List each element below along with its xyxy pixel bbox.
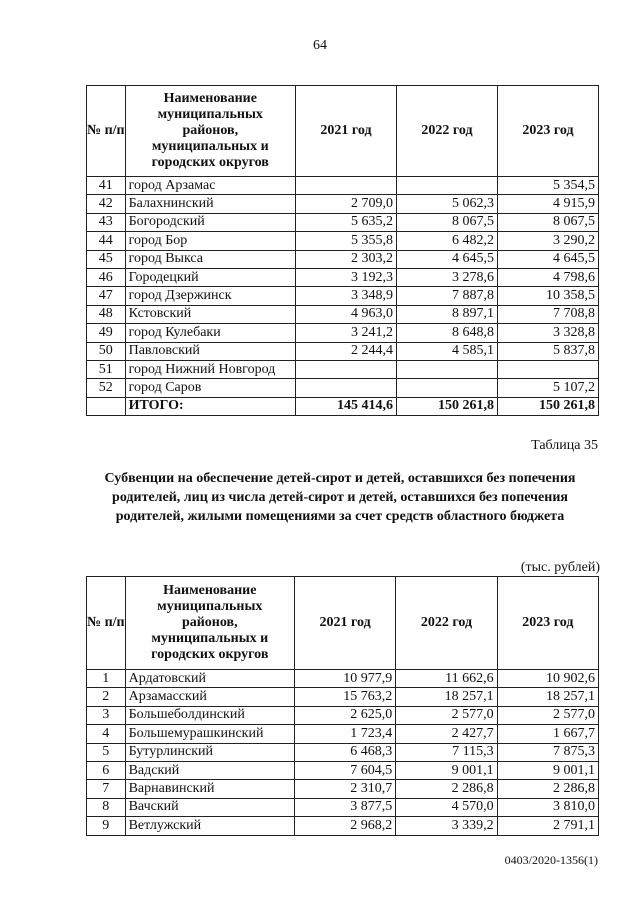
row-number: 4	[87, 725, 126, 743]
value-2022: 8 648,8	[396, 324, 497, 342]
header-2022: 2022 год	[396, 86, 497, 177]
value-2022: 5 062,3	[396, 195, 497, 213]
row-number: 50	[87, 342, 126, 360]
value-2023: 10 902,6	[497, 670, 598, 688]
row-number: 8	[87, 798, 126, 816]
table-row	[87, 232, 599, 250]
municipality-name: Ардатовский	[125, 670, 294, 688]
row-number: 6	[87, 761, 126, 779]
value-2023: 4 915,9	[497, 195, 598, 213]
subsidy-table-continued	[86, 85, 599, 416]
value-2022: 2 427,7	[396, 725, 497, 743]
value-2023: 2 791,1	[497, 817, 598, 835]
total-2022: 150 261,8	[396, 397, 497, 415]
table-row	[87, 761, 599, 779]
municipality-name: Балахнинский	[125, 195, 295, 213]
value-2021: 2 709,0	[295, 195, 396, 213]
value-2021: 3 241,2	[295, 324, 396, 342]
value-2022: 6 482,2	[396, 232, 497, 250]
value-2021: 5 635,2	[295, 213, 396, 231]
value-2021: 15 763,2	[294, 688, 395, 706]
value-2022	[396, 360, 497, 378]
header-2023: 2023 год	[497, 86, 598, 177]
header-2022: 2022 год	[396, 577, 497, 670]
header-2021: 2021 год	[295, 86, 396, 177]
table-body	[87, 670, 599, 836]
municipality-name: Бутурлинский	[125, 743, 294, 761]
value-2023: 3 290,2	[497, 232, 598, 250]
value-2021: 2 244,4	[295, 342, 396, 360]
municipality-name: город Дзержинск	[125, 287, 295, 305]
table-row	[87, 379, 599, 397]
row-number: 51	[87, 360, 126, 378]
table-body	[87, 177, 599, 416]
value-2022: 7 887,8	[396, 287, 497, 305]
row-number: 45	[87, 250, 126, 268]
municipality-name: Кстовский	[125, 305, 295, 323]
row-number: 44	[87, 232, 126, 250]
table-row	[87, 287, 599, 305]
value-2023: 8 067,5	[497, 213, 598, 231]
row-number: 9	[87, 817, 126, 835]
municipality-name: Богородский	[125, 213, 295, 231]
value-2022	[396, 177, 497, 195]
value-2021: 3 192,3	[295, 268, 396, 286]
value-2022: 4 570,0	[396, 798, 497, 816]
table-label: Таблица 35	[531, 438, 598, 453]
table-row	[87, 324, 599, 342]
value-2023: 1 667,7	[497, 725, 598, 743]
row-number: 43	[87, 213, 126, 231]
header-number: № п/п	[87, 577, 126, 670]
table-row	[87, 250, 599, 268]
municipality-name: Вачский	[125, 798, 294, 816]
table-header-row	[87, 577, 599, 670]
value-2023: 2 286,8	[497, 780, 598, 798]
table-row	[87, 798, 599, 816]
value-2021	[295, 177, 396, 195]
row-number: 5	[87, 743, 126, 761]
row-number: 47	[87, 287, 126, 305]
value-2023: 7 875,3	[497, 743, 598, 761]
value-2023: 2 577,0	[497, 706, 598, 724]
header-name: Наименование муниципальных районов, муниципальных и городских округов	[125, 86, 295, 177]
orphan-housing-subvention-table	[86, 576, 599, 836]
value-2022	[396, 379, 497, 397]
value-2021: 4 963,0	[295, 305, 396, 323]
row-number: 49	[87, 324, 126, 342]
value-2022: 8 897,1	[396, 305, 497, 323]
municipality-name: город Выкса	[125, 250, 295, 268]
value-2023: 5 354,5	[497, 177, 598, 195]
row-number: 2	[87, 688, 126, 706]
value-2021: 5 355,8	[295, 232, 396, 250]
row-number: 48	[87, 305, 126, 323]
value-2021: 1 723,4	[294, 725, 395, 743]
table-row	[87, 725, 599, 743]
row-number: 3	[87, 706, 126, 724]
municipality-name: Большемурашкинский	[125, 725, 294, 743]
row-number: 46	[87, 268, 126, 286]
value-2023: 3 810,0	[497, 798, 598, 816]
document-code: 0403/2020-1356(1)	[504, 853, 598, 867]
value-2021: 2 968,2	[294, 817, 395, 835]
table-row	[87, 268, 599, 286]
value-2023: 5 837,8	[497, 342, 598, 360]
total-row	[87, 397, 599, 415]
municipality-name: Варнавинский	[125, 780, 294, 798]
municipality-name: Арзамасский	[125, 688, 294, 706]
value-2023: 3 328,8	[497, 324, 598, 342]
value-2023: 5 107,2	[497, 379, 598, 397]
value-2022: 9 001,1	[396, 761, 497, 779]
value-2021	[295, 360, 396, 378]
value-2021: 7 604,5	[294, 761, 395, 779]
table-row	[87, 780, 599, 798]
table-row	[87, 706, 599, 724]
total-label: ИТОГО:	[125, 397, 295, 415]
value-2021: 3 348,9	[295, 287, 396, 305]
municipality-name: город Саров	[125, 379, 295, 397]
page-number: 64	[313, 38, 327, 53]
total-2021: 145 414,6	[295, 397, 396, 415]
value-2021: 3 877,5	[294, 798, 395, 816]
value-2022: 8 067,5	[396, 213, 497, 231]
table-row	[87, 342, 599, 360]
value-2023: 10 358,5	[497, 287, 598, 305]
value-2023	[497, 360, 598, 378]
value-2022: 18 257,1	[396, 688, 497, 706]
table-row	[87, 360, 599, 378]
row-number: 1	[87, 670, 126, 688]
total-number-cell	[87, 397, 126, 415]
table-row	[87, 688, 599, 706]
table-row	[87, 177, 599, 195]
value-2021: 10 977,9	[294, 670, 395, 688]
value-2023: 18 257,1	[497, 688, 598, 706]
municipality-name: Большеболдинский	[125, 706, 294, 724]
header-2023: 2023 год	[497, 577, 598, 670]
table-row	[87, 743, 599, 761]
value-2021: 2 310,7	[294, 780, 395, 798]
row-number: 41	[87, 177, 126, 195]
header-2021: 2021 год	[294, 577, 395, 670]
value-2022: 4 585,1	[396, 342, 497, 360]
municipality-name: Ветлужский	[125, 817, 294, 835]
section-title: Субвенции на обеспечение детей-сирот и детей, оставшихся без попечения родителей, лиц из числа детей-сирот и детей, оставшихся без попечения родителей, жилыми помещениями за счет средств областного бюджета	[104, 471, 576, 524]
value-2022: 7 115,3	[396, 743, 497, 761]
municipality-name: город Кулебаки	[125, 324, 295, 342]
value-2023: 4 645,5	[497, 250, 598, 268]
header-name: Наименование муниципальных районов, муниципальных и городских округов	[125, 577, 294, 670]
value-2023: 7 708,8	[497, 305, 598, 323]
value-2022: 3 278,6	[396, 268, 497, 286]
header-number: № п/п	[87, 86, 126, 177]
value-2022: 4 645,5	[396, 250, 497, 268]
units-label: (тыс. рублей)	[520, 560, 600, 575]
value-2021	[295, 379, 396, 397]
value-2021: 2 303,2	[295, 250, 396, 268]
value-2021: 2 625,0	[294, 706, 395, 724]
municipality-name: Вадский	[125, 761, 294, 779]
value-2022: 2 577,0	[396, 706, 497, 724]
municipality-name: Городецкий	[125, 268, 295, 286]
municipality-name: город Бор	[125, 232, 295, 250]
value-2022: 11 662,6	[396, 670, 497, 688]
table-row	[87, 305, 599, 323]
value-2023: 9 001,1	[497, 761, 598, 779]
municipality-name: город Нижний Новгород	[125, 360, 295, 378]
value-2022: 2 286,8	[396, 780, 497, 798]
municipality-name: Павловский	[125, 342, 295, 360]
row-number: 52	[87, 379, 126, 397]
table-header-row	[87, 86, 599, 177]
row-number: 7	[87, 780, 126, 798]
value-2021: 6 468,3	[294, 743, 395, 761]
value-2022: 3 339,2	[396, 817, 497, 835]
value-2023: 4 798,6	[497, 268, 598, 286]
table-row	[87, 670, 599, 688]
table-row	[87, 213, 599, 231]
table-row	[87, 195, 599, 213]
municipality-name: город Арзамас	[125, 177, 295, 195]
row-number: 42	[87, 195, 126, 213]
table-row	[87, 817, 599, 835]
total-2023: 150 261,8	[497, 397, 598, 415]
